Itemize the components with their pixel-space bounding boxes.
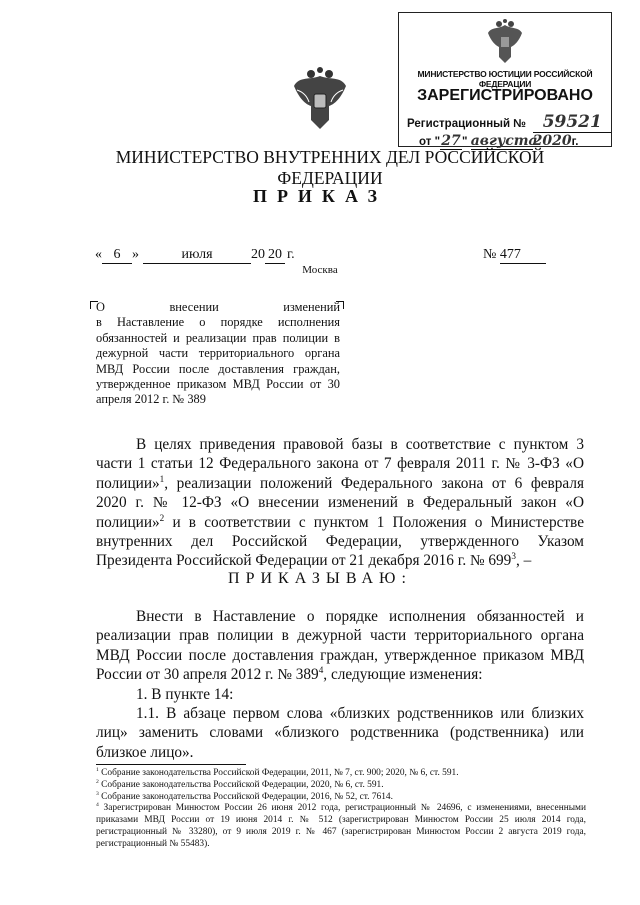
stamp-reg-line (407, 112, 611, 133)
footnote-ref: 2 (159, 512, 165, 523)
footnote-text: Собрание законодательства Российской Федерации, 2020, № 6, ст. 591. (98, 779, 384, 790)
footnote-mark: 4 (96, 802, 99, 809)
stamp-month: августа (470, 133, 538, 149)
order-date (95, 247, 295, 264)
order-number (483, 247, 546, 264)
footnote-ref: 3 (511, 551, 516, 562)
operative-text: Внести в Наставление о порядке исполнения обязанностей и реализации прав полиции в дежурной части территориального органа МВД России после доставления граждан, утвержденное приказом МВД России от 30 апреля 2012 г. № 389 (96, 608, 584, 684)
footnote-mark: 2 (96, 778, 99, 785)
subject-word: О (96, 300, 105, 314)
stamp-reg-number: 59521 (533, 112, 611, 133)
preamble (96, 435, 584, 571)
footnote-ref: 4 (318, 665, 324, 676)
footnote-mark: 1 (96, 766, 99, 773)
date-year: 20 (265, 247, 285, 264)
operative-paragraph (96, 607, 584, 685)
city: Москва (302, 264, 338, 276)
date-day: 6 (102, 247, 132, 264)
footnotes (96, 768, 586, 851)
footnote (96, 768, 586, 780)
stamp-from-label: от (419, 136, 432, 148)
operative-text: , следующие изменения: (323, 666, 483, 684)
footnote-text: Зарегистрирован Минюстом России 26 июня 2012 года, регистрационный № 24696, с изменениями, внесенными приказами МВД России от 19 июня 2014 г. № 512 (зарегистрирован Минюстом России 25 июля 2014 года, регистрационный № 33280), от 9 июля 2019 г. № 467 (зарегистрирован Минюстом России 2 августа 2019 года, регистрационный № 55483). (96, 803, 586, 849)
item-1-1: 1.1. В абзаце первом слова «близких родственников или близких лиц» заменить словами «близкого родственника (родственника) или близкое лицо». (96, 705, 584, 761)
footnote-ref: 1 (159, 473, 165, 484)
date-month: июля (143, 247, 251, 264)
footnote-text: Собрание законодательства Российской Федерации, 2011, № 7, ст. 900; 2020, № 6, ст. 591. (98, 768, 459, 778)
number-value: 477 (500, 247, 546, 264)
subject-word: внесении (169, 300, 219, 314)
preamble-part: , реализации положений Федерального закона от 6 февраля 2020 г. № 12-ФЗ «О внесении изменений в Федеральный закон «О полиции» (96, 474, 584, 531)
ministry-title: МИНИСТЕРСТВО ВНУТРЕННИХ ДЕЛ РОССИЙСКОЙ ФЕДЕРАЦИИ (115, 147, 545, 188)
subject-first-line (96, 300, 340, 315)
order-word: ПРИКАЗЫВАЮ: (228, 570, 412, 587)
stamp-ministry: МИНИСТЕРСТВО ЮСТИЦИИ РОССИЙСКОЙ ФЕДЕРАЦИИ (417, 69, 593, 89)
stamp-year-suffix: г. (571, 136, 579, 148)
subject-block (96, 300, 340, 408)
operative-part (96, 607, 584, 762)
coat-of-arms-icon (291, 66, 349, 132)
date-quote-close: » (132, 247, 139, 262)
subject-word: изменений (283, 300, 340, 314)
footnote-divider (96, 764, 246, 765)
date-year-suffix: г. (287, 247, 295, 262)
stamp-status: ЗАРЕГИСТРИРОВАНО (417, 87, 593, 104)
stamp-reg-label: Регистрационный № (407, 118, 527, 130)
preamble-paragraph (96, 435, 584, 571)
item-1: 1. В пункте 14: (136, 685, 234, 703)
emblem-icon (485, 19, 525, 65)
stamp-year: 2020 (532, 133, 572, 149)
footnote (96, 780, 586, 792)
date-quote-open: « (95, 247, 102, 262)
date-century: 20 (251, 247, 265, 262)
stamp-date-line: от "27" августа2020г. (419, 133, 579, 149)
footnote (96, 792, 586, 804)
registration-stamp (398, 12, 612, 147)
preamble-part: , – (515, 552, 532, 570)
preamble-part: и в соответствии с пунктом 1 Положения о Министерстве внутренних дел Российской Федерации, утвержденного Указом Президента Российской Федерации от 21 декабря 2016 г. № 699 (96, 513, 584, 570)
subject-text: в Наставление о порядке исполнения обязанностей и реализации прав полиции в дежурной части территориального органа МВД России после доставления граждан, утвержденное приказом МВД России от 30 апреля 2012 г. № 389 (96, 315, 340, 407)
stamp-day: 27 (441, 133, 461, 149)
footnote-text: Собрание законодательства Российской Федерации, 2016, № 52, ст. 7614. (98, 791, 393, 802)
footnote (96, 803, 586, 850)
document-type: ПРИКАЗ (252, 186, 388, 206)
number-label: № (483, 247, 497, 262)
footnote-mark: 3 (96, 790, 99, 797)
preamble-part: В целях приведения правовой базы в соответствие с пунктом 3 части 1 статьи 12 Федерального закона от 7 февраля 2011 г. № 3-ФЗ «О полиции» (96, 436, 584, 492)
